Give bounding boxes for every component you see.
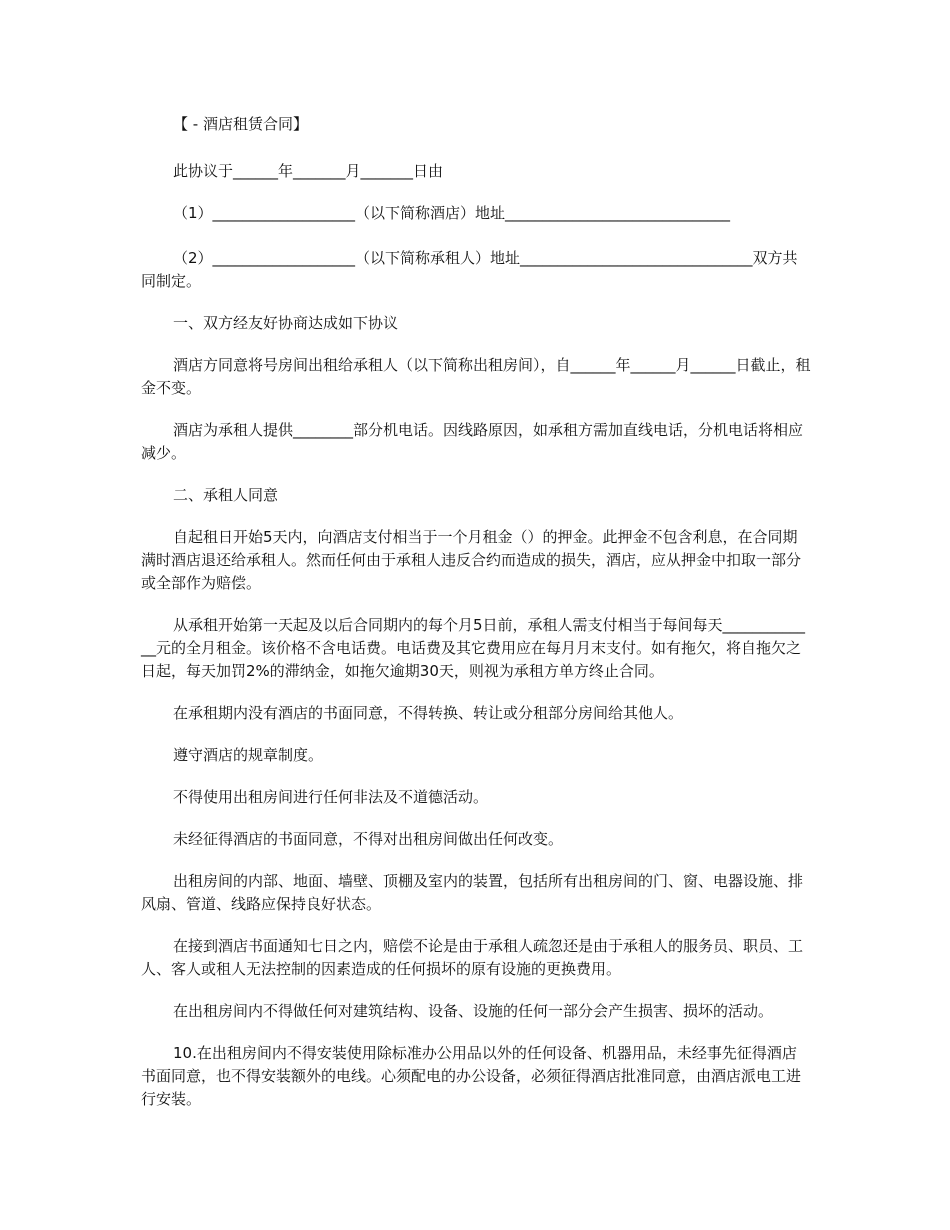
party-2-line: （2）___________________（以下简称承租人）地址_______________________________双方共同制定。 (141, 249, 798, 290)
damage-compensation-paragraph: 在接到酒店书面通知七日之内，赔偿不论是由于承租人疏忽还是由于承租人的服务员、职员、工人、客人或租人无法控制的因素造成的任何损坏的原有设施的更换费用。 (141, 937, 804, 978)
no-alteration-paragraph: 未经征得酒店的书面同意，不得对出租房间做出任何改变。 (173, 830, 564, 848)
rental-term-paragraph: 酒店方同意将号房间出租给承租人（以下简称出租房间），自______年______月______日截止，租金不变。 (141, 356, 811, 397)
equipment-installation-paragraph: 10.在出租房间内不得安装使用除标准办公用品以外的任何设备、机器用品，未经事先征得酒店书面同意，也不得安装额外的电线。心须配电的办公设备，必须征得酒店批准同意，由酒店派电工进行安装。 (141, 1044, 802, 1108)
no-sublet-paragraph: 在承租期内没有酒店的书面同意，不得转换、转让或分租部分房间给其他人。 (173, 704, 684, 722)
phone-extension-paragraph: 酒店为承租人提供________部分机电话。因线路原因，如承租方需加直线电话，分机电话将相应减少。 (141, 421, 804, 462)
maintenance-paragraph: 出租房间的内部、地面、墙壁、顶棚及室内的装置，包括所有出租房间的门、窗、电器设施、排风扇、管道、线路应保持良好状态。 (141, 872, 804, 913)
rent-payment-paragraph: 从承租开始第一天起及以后合同期内的每个月5日前，承租人需支付相当于每间每天_____________元的全月租金。该价格不含电话费。电话费及其它费用应在每月月末支付。如有拖欠，将自拖欠之日起，每天加罚2%的滞纳金，如拖欠逾期30天，则视为承租方单方终止合同。 (141, 616, 806, 680)
deposit-paragraph: 自起租日开始5天内，向酒店支付相当于一个月租金（）的押金。此押金不包含利息，在合同期满时酒店退还给承租人。然而任何由于承租人违反合约而造成的损失，酒店，应从押金中扣取一部分或全部作为赔偿。 (141, 528, 802, 592)
document-body (141, 113, 811, 1130)
no-illegal-use-paragraph: 不得使用出租房间进行任何非法及不道德活动。 (173, 788, 489, 806)
section-2-heading: 二、承租人同意 (173, 486, 279, 504)
agreement-date-line: 此协议于______年_______月_______日由 (173, 162, 444, 180)
document-title: 【 - 酒店租赁合同】 (173, 115, 308, 133)
rules-paragraph: 遵守酒店的规章制度。 (173, 746, 324, 764)
section-1-heading: 一、双方经友好协商达成如下协议 (173, 314, 399, 332)
no-structural-damage-paragraph: 在出租房间内不得做任何对建筑结构、设备、设施的任何一部分会产生损害、损坏的活动。 (173, 1002, 774, 1020)
party-1-line: （1）___________________（以下简称酒店）地址______________________________ (173, 204, 731, 222)
